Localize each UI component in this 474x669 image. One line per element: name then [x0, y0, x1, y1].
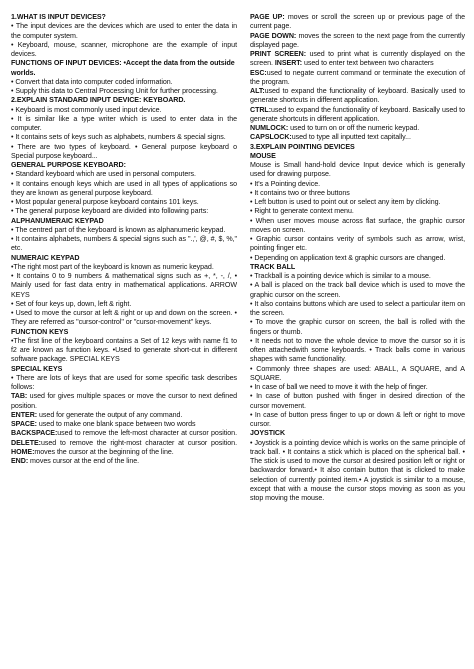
- paragraph: • The centred part of the keyboard is known as alphanumeric keypad.: [11, 225, 226, 234]
- paragraph: • Keyboard, mouse, scanner, microphone are the example of input devices.: [11, 40, 237, 58]
- paragraph: • It is similar like a type writer which is used to enter data in the computer.: [11, 114, 237, 132]
- key-description: used to make one blank space between two words: [36, 420, 196, 428]
- section-heading-joystick: JOYSTICK: [250, 429, 286, 438]
- key-description: moves the cursor at the beginning of the line.: [34, 447, 174, 456]
- key-definition: [250, 124, 465, 133]
- section-heading-numeraic-keypad: NUMERAIC KEYPAD: [11, 253, 80, 262]
- key-name: DELETE:: [11, 438, 41, 447]
- key-name: INSERT:: [274, 59, 303, 68]
- key-description: used to negate current command or terminate the execution of the program.: [250, 68, 465, 86]
- section-heading-special-keys: SPECIAL KEYS: [11, 364, 63, 373]
- key-name: ALT:: [250, 87, 265, 95]
- key-definition: [250, 50, 465, 69]
- key-definition: [11, 457, 237, 466]
- key-definition: [250, 133, 465, 142]
- section-heading-track-ball: TRACK BALL: [250, 262, 296, 271]
- key-definition: [11, 429, 237, 457]
- section-heading-function-keys: FUNCTION KEYS: [11, 327, 69, 336]
- key-name: TAB:: [11, 392, 28, 401]
- paragraph: • The input devices are the devices which are used to enter the data in the computer system.: [11, 22, 237, 40]
- key-description: used to expand the functionality of keyboard. Basically used to generate shortcuts in different application.: [250, 105, 465, 123]
- key-definition: [11, 420, 237, 429]
- key-description: used to remove the right-most character at cursor position.: [41, 438, 237, 447]
- paragraph: • In case of button pushed with finger in desired direction of the cursor movement.: [250, 392, 465, 410]
- paragraph: • In case of ball we need to move it with the help of finger.: [250, 383, 428, 391]
- key-name: HOME:: [11, 447, 35, 456]
- key-description: used to type all inputted text capitally...: [291, 133, 411, 142]
- paragraph: • There are two types of keyboard. • General purpose keyboard o Special purpose keyboard...: [11, 142, 237, 160]
- paragraph: • Graphic cursor contains verity of symbols such as arrow, wrist, pointing finger etc.: [250, 235, 465, 253]
- paragraph: •The first line of the keyboard contains a Set of 12 keys with name f1 to f2 are known as function keys. •Used to generate short-cut in different software package. SPECIAL KEYS: [11, 336, 237, 364]
- paragraph: • Keyboard is most commonly used input device.: [11, 105, 162, 114]
- key-definition: [11, 392, 237, 411]
- paragraph: • In case of button press finger to up or down & left or right to move cursor.: [250, 410, 465, 428]
- paragraph: • It contains two or three buttons: [250, 188, 350, 197]
- paragraph: • Trackball is a pointing device which is similar to a mouse.: [250, 272, 431, 280]
- section-heading-3-explain-pointing-devices: 3.EXPLAIN POINTING DEVICES: [250, 142, 355, 151]
- section-heading-2-explain-standard-input-dev: 2.EXPLAIN STANDARD INPUT DEVICE: KEYBOARD.: [11, 96, 186, 105]
- paragraph: • There are lots of keys that are used for some specific task describes follows:: [11, 373, 237, 391]
- paragraph: • Depending on application text & graphic cursors are changed.: [250, 253, 446, 262]
- key-name: END:: [11, 457, 29, 465]
- paragraph: • It contains enough keys which are used in all types of applications so they are known as general purpose keyboard.: [11, 179, 237, 197]
- paragraph: • It needs not to move the whole device to move the cursor so it is often attachedwith some keyboards. • Track balls come in various shapes with same functionality.: [250, 336, 465, 364]
- key-description: used for generate the output of any command.: [37, 410, 183, 419]
- paragraph: • Set of four keys up, down, left & right.: [11, 299, 132, 308]
- paragraph: Mouse is Small hand-hold device Input device which is generally used for drawing purpose.: [250, 161, 465, 179]
- key-name: BACKSPACE:: [11, 429, 58, 438]
- key-description: used to turn on or off the numeric keypad.: [288, 124, 420, 132]
- key-name: ESC:: [250, 68, 267, 77]
- paragraph: • Commonly three shapes are used: ABALL, A SQUARE, and A SQUARE.: [250, 364, 465, 382]
- key-description: used to remove the left-most character at cursor position.: [57, 429, 237, 438]
- paragraph: • Joystick is a pointing device which is works on the same principle of track ball. • It contains a stick which is placed on the spherical ball. • The stick is used to move the cursor at desired position left or right or backwardor forward.• It also contain button that is clicked to make selection of currently pointed item.• A joystick is similar to a mouse, except that with a mouse the cursor stops moving as soon as you stop moving the mouse.: [250, 438, 465, 502]
- key-definition: [250, 106, 465, 125]
- paragraph: •The right most part of the keyboard is known as numeric keypad.: [11, 262, 214, 271]
- paragraph: • Standard keyboard which are used in personal computers.: [11, 170, 196, 179]
- key-description: used for gives multiple spaces or move the cursor to next defined position.: [11, 392, 237, 410]
- key-name: SPACE:: [11, 420, 37, 428]
- key-definition: [250, 13, 465, 32]
- paragraph: • It also contains buttons which are used to select a particular item on the screen.: [250, 299, 465, 317]
- key-description: used to expand the functionality of keyboard. Basically used to generate shortcuts in different application.: [250, 87, 465, 105]
- paragraph: • When user moves mouse across flat surface, the graphic cursor moves on screen.: [250, 216, 465, 234]
- section-heading-1-what-is-input-devices: 1.WHAT IS INPUT DEVICES?: [11, 13, 106, 21]
- key-name: ENTER:: [11, 410, 38, 419]
- key-description: moves the screen to the next page from the currently displayed page.: [250, 31, 465, 49]
- section-heading-general-purpose-keyboard: GENERAL PURPOSE KEYBOARD:: [11, 161, 126, 169]
- key-description: moves or scroll the screen up or previous page of the current page.: [250, 13, 465, 31]
- paragraph: • It contains alphabets, numbers & special signs such as ".,', @, #, $, %," etc.: [11, 235, 237, 253]
- section-heading-functions-of-input-devices-a: FUNCTIONS OF INPUT DEVICES: •Accept the data from the outside worlds.: [11, 59, 235, 77]
- paragraph: • The general purpose keyboard are divided into following parts:: [11, 207, 209, 216]
- right-column: [250, 13, 465, 503]
- paragraph: • Right to generate context menu.: [250, 207, 354, 216]
- key-name: PAGE UP:: [250, 13, 285, 21]
- key-name: CTRL:: [250, 105, 272, 114]
- paragraph: • Convert that data into computer coded information.: [11, 77, 173, 86]
- paragraph: • A ball is placed on the track ball device which is used to move the graphic cursor on the screen.: [250, 281, 465, 299]
- paragraph: • It's a Pointing device.: [250, 179, 321, 188]
- paragraph: • Used to move the cursor at left & right or up and down on the screen. • They are referred as "cursor-control" or "cursor-movement" keys.: [11, 309, 237, 327]
- left-column: [11, 13, 237, 466]
- key-name: PRINT SCREEN:: [250, 50, 307, 58]
- key-name: CAPSLOCK:: [250, 133, 292, 142]
- key-description: moves cursor at the end of the line.: [28, 457, 140, 465]
- section-heading-mouse: MOUSE: [250, 151, 276, 160]
- key-name: NUMLOCK:: [250, 124, 289, 132]
- key-description: used to print what is currently displayed on the screen.: [250, 50, 466, 68]
- key-definition: [250, 32, 465, 51]
- key-definition: [250, 87, 465, 106]
- paragraph: • To move the graphic cursor on screen, the ball is rolled with the fingers or thumb.: [250, 318, 465, 336]
- section-heading-alphanumeraic-keypad: ALPHANUMERAIC KEYPAD: [11, 216, 104, 225]
- key-definition: [11, 411, 237, 420]
- paragraph: • Supply this data to Central Processing Unit for further processing.: [11, 87, 218, 95]
- paragraph: • Left button is used to point out or select any item by clicking.: [250, 198, 441, 206]
- key-name: PAGE DOWN:: [250, 31, 297, 40]
- paragraph: • Most popular general purpose keyboard contains 101 keys.: [11, 198, 199, 206]
- key-description: used to enter text between two characters: [302, 59, 434, 68]
- key-definition: [250, 69, 465, 88]
- paragraph: • It contains 0 to 9 numbers & mathematical signs such as +, *, -, /, • Mainly used for fast data entry in mathematical applications. ARROW KEYS: [11, 272, 237, 299]
- paragraph: • It contains sets of keys such as alphabets, numbers & special signs.: [11, 133, 226, 142]
